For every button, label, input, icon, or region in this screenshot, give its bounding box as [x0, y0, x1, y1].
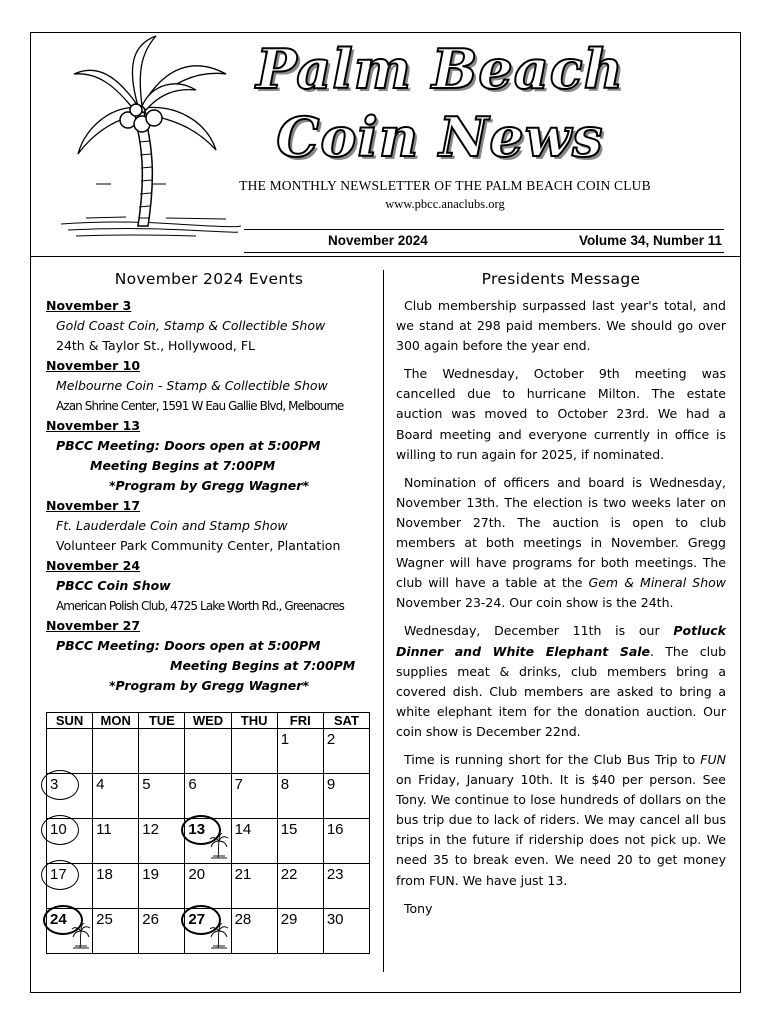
- issue-date: November 2024: [328, 233, 428, 248]
- calendar-day-header: SUN: [47, 713, 93, 729]
- calendar-day-header: TUE: [139, 713, 185, 729]
- event-location: American Polish Club, 4725 Lake Worth Rd., Greenacres: [56, 599, 344, 613]
- calendar-day-cell: [231, 909, 277, 954]
- calendar-day-cell: [139, 909, 185, 954]
- calendar-day-cell: [231, 774, 277, 819]
- calendar-day-number: 26: [142, 911, 159, 928]
- calendar-day-number: 9: [326, 776, 336, 793]
- text-run: on Friday, January 10th. It is $40 per person. See Tony. We continue to lose hundreds of dollars on the bus trip due to lack of riders. We may cancel all bus trips in the future if ridership does not pick up. We need 35 to break even. We need 20 to get money from FUN. We have just 13.: [396, 772, 726, 888]
- calendar-day-cell: [139, 774, 185, 819]
- calendar-day-number: 24: [50, 911, 67, 928]
- calendar-day-cell: [231, 864, 277, 909]
- club-website[interactable]: www.pbcc.anaclubs.org: [385, 197, 505, 211]
- calendar-day-cell: [139, 819, 185, 864]
- november-calendar: [46, 712, 370, 954]
- events-heading: November 2024 Events: [114, 270, 304, 288]
- issue-bar: [244, 229, 724, 253]
- event-program: *Program by Gregg Wagner*: [109, 478, 309, 493]
- calendar-day-number: 12: [142, 821, 159, 838]
- event-program: *Program by Gregg Wagner*: [109, 678, 309, 693]
- calendar-day-number: 16: [326, 821, 344, 838]
- calendar-day-number: 19: [142, 866, 159, 883]
- calendar-day-cell: [93, 774, 139, 819]
- message-heading: Presidents Message: [481, 270, 641, 288]
- text-run: Nomination of officers and board is Wednesday, November 13th. The election is two weeks later on November 27th. The auction is open to club members at both meetings in November. Gregg Wagner will have programs for both meetings. The club will have a table at the: [396, 474, 726, 591]
- event-date: November 13: [46, 418, 141, 433]
- calendar-day-cell: [185, 909, 231, 954]
- event-location: 24th & Taylor St., Hollywood, FL: [56, 338, 255, 353]
- newsletter-title-line-1: Palm Beach: [256, 37, 624, 101]
- calendar-day-number: 22: [280, 866, 298, 883]
- day-circle-marker: [41, 770, 79, 800]
- calendar-day-cell: [93, 909, 139, 954]
- event-location: Volunteer Park Community Center, Plantation: [56, 538, 341, 553]
- event-title: Ft. Lauderdale Coin and Stamp Show: [56, 518, 288, 533]
- calendar-day-cell: [323, 909, 369, 954]
- calendar-empty-cell: [231, 729, 277, 774]
- event-title: PBCC Coin Show: [56, 578, 171, 593]
- text-run: Time is running short for the Club Bus Trip to: [404, 751, 701, 767]
- calendar-day-number: 4: [96, 776, 105, 793]
- event-name: Potluck Dinner and White Elephant Sale: [396, 623, 726, 659]
- event-title: Gold Coast Coin, Stamp & Collectible Show: [56, 318, 326, 333]
- header-divider: [30, 256, 741, 257]
- calendar-day-cell: [93, 864, 139, 909]
- calendar-day-cell: [47, 864, 93, 909]
- events-section: [46, 270, 372, 696]
- calendar-day-header: THU: [231, 713, 277, 729]
- calendar-day-header: FRI: [277, 713, 323, 729]
- calendar-day-cell: [185, 819, 231, 864]
- calendar-day-cell: [323, 774, 369, 819]
- show-name: Gem & Mineral Show: [588, 575, 726, 591]
- column-divider: [383, 270, 384, 972]
- calendar-day-cell: [185, 864, 231, 909]
- calendar-day-number: 15: [280, 821, 298, 838]
- event-date: November 3: [46, 298, 132, 313]
- calendar-day-cell: [323, 729, 369, 774]
- calendar-day-number: 10: [50, 821, 67, 838]
- calendar-day-number: 3: [50, 776, 59, 793]
- calendar-day-number: 8: [280, 776, 290, 793]
- calendar-day-cell: [47, 774, 93, 819]
- calendar-day-number: 27: [188, 911, 206, 928]
- calendar-day-cell: [277, 729, 323, 774]
- calendar-day-header: SAT: [323, 713, 369, 729]
- calendar-empty-cell: [139, 729, 185, 774]
- presidents-message: [396, 270, 726, 927]
- calendar-day-header: MON: [93, 713, 139, 729]
- calendar-empty-cell: [93, 729, 139, 774]
- calendar-day-number: 13: [188, 821, 206, 838]
- calendar-day-number: 28: [234, 911, 252, 928]
- event-date: November 24: [46, 558, 141, 573]
- calendar-day-cell: [277, 864, 323, 909]
- calendar-day-number: 18: [96, 866, 113, 883]
- calendar-day-cell: [277, 774, 323, 819]
- event-time: Meeting Begins at 7:00PM: [90, 458, 276, 473]
- calendar-day-cell: [93, 819, 139, 864]
- calendar-day-cell: [323, 864, 369, 909]
- calendar-day-number: 14: [234, 821, 252, 838]
- calendar-day-number: 29: [280, 911, 298, 928]
- message-paragraph: [396, 473, 726, 614]
- text-run: . The club supplies meat & drinks, club members bring a covered dish. Club members are asked to bring a white elephant item for the donation auction. Our coin show is December 22nd.: [396, 643, 727, 739]
- message-signoff: Tony: [404, 900, 433, 916]
- calendar-day-number: 1: [280, 731, 290, 748]
- message-paragraph: Club membership surpassed last year's total, and we stand at 298 paid members. We should go over 300 again before the year end.: [396, 298, 726, 354]
- calendar-day-cell: [185, 774, 231, 819]
- calendar-day-header: WED: [185, 713, 231, 729]
- calendar-day-cell: [47, 819, 93, 864]
- calendar-day-number: 11: [96, 821, 112, 838]
- message-paragraph: The Wednesday, October 9th meeting was cancelled due to hurricane Milton. The estate auction was moved to October 23rd. We had a Board meeting and everyone currently in office is willing to run again for 2025, if nominated.: [396, 366, 726, 462]
- palm-tree-icon: [209, 833, 229, 859]
- calendar-day-number: 21: [234, 866, 252, 883]
- calendar-day-number: 20: [188, 866, 206, 883]
- calendar-empty-cell: [185, 729, 231, 774]
- calendar-day-cell: [323, 819, 369, 864]
- calendar-day-cell: [277, 909, 323, 954]
- fun-show: FUN: [700, 751, 726, 767]
- calendar-day-number: 2: [326, 731, 336, 748]
- calendar-day-number: 25: [96, 911, 113, 928]
- event-date: November 10: [46, 358, 141, 373]
- text-run: November 23-24. Our coin show is the 24th.: [396, 595, 674, 611]
- message-paragraph: [396, 621, 726, 742]
- calendar-day-cell: [277, 819, 323, 864]
- calendar-day-number: 23: [326, 866, 344, 883]
- calendar-empty-cell: [47, 729, 93, 774]
- event-title: PBCC Meeting: Doors open at 5:00PM: [56, 438, 321, 453]
- event-date: November 27: [46, 618, 141, 633]
- event-title: Melbourne Coin - Stamp & Collectible Show: [56, 378, 328, 393]
- palm-tree-icon: [209, 923, 229, 949]
- event-title: PBCC Meeting: Doors open at 5:00PM: [56, 638, 321, 653]
- calendar-day-cell: [47, 909, 93, 954]
- calendar-day-number: 17: [50, 866, 67, 883]
- event-time: Meeting Begins at 7:00PM: [170, 658, 356, 673]
- palm-tree-icon: [56, 34, 246, 246]
- palm-tree-icon: [71, 923, 91, 949]
- issue-volume: Volume 34, Number 11: [578, 233, 722, 248]
- calendar-day-number: 7: [234, 776, 243, 793]
- newsletter-subtitle: THE MONTHLY NEWSLETTER OF THE PALM BEACH COIN CLUB: [239, 178, 651, 193]
- calendar-day-cell: [231, 819, 277, 864]
- calendar-day-number: 6: [188, 776, 197, 793]
- event-date: November 17: [46, 498, 141, 513]
- event-location: Azan Shrine Center, 1591 W Eau Gallie Blvd, Melbourne: [56, 399, 344, 413]
- calendar-day-number: 5: [142, 776, 151, 793]
- text-run: Wednesday, December 11th is our: [404, 623, 674, 639]
- newsletter-title-line-2: Coin News: [276, 105, 604, 169]
- calendar-day-number: 30: [326, 911, 344, 928]
- message-paragraph: [396, 750, 726, 891]
- calendar-day-cell: [139, 864, 185, 909]
